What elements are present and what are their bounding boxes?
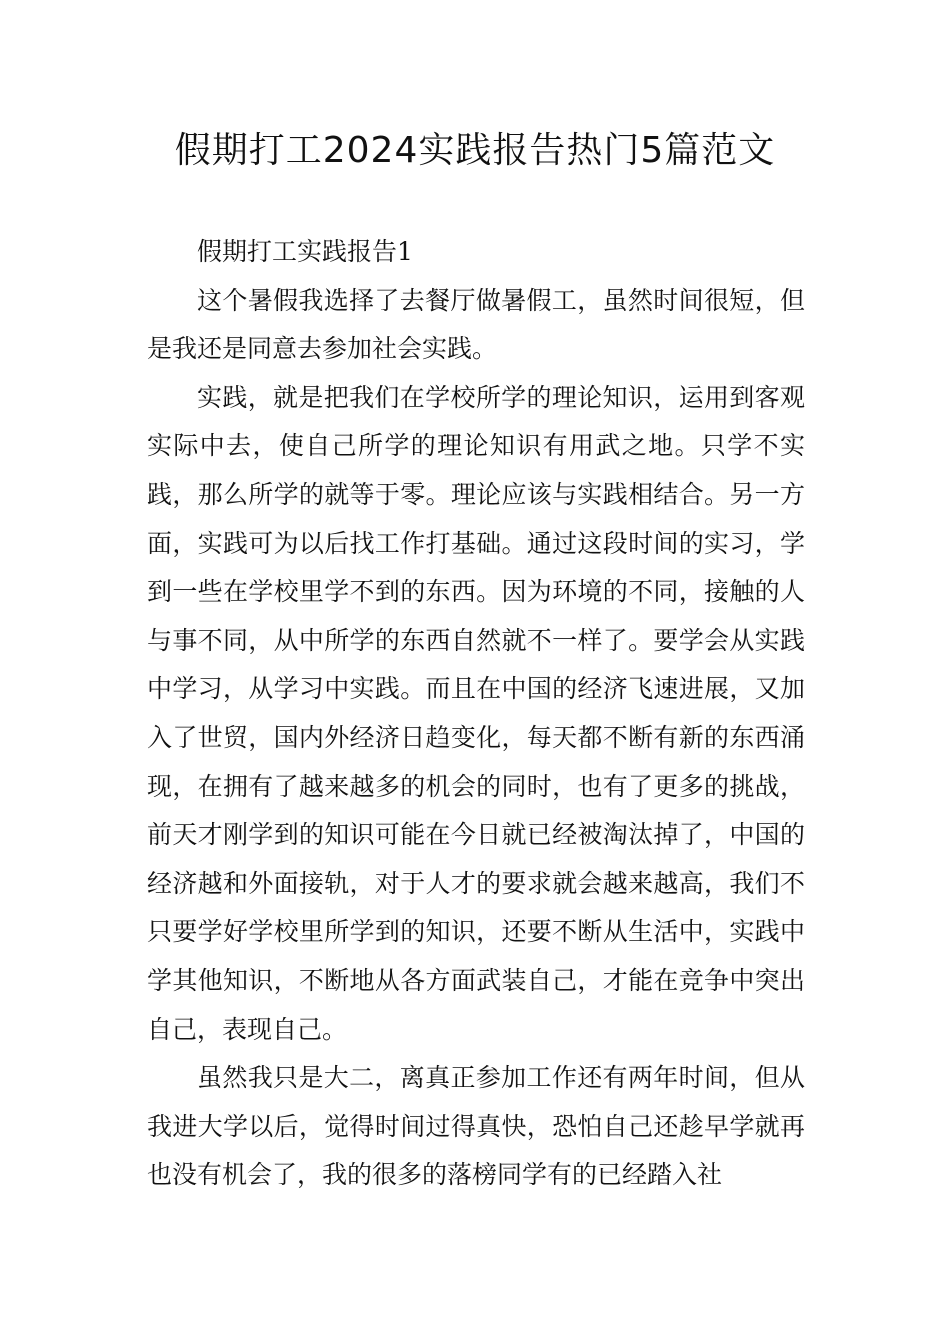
section-heading: 假期打工实践报告1 [197, 237, 413, 266]
document-body [147, 228, 805, 1200]
paragraph: 这个暑假我选择了去餐厅做暑假工，虽然时间很短，但是我还是同意去参加社会实践。 [147, 285, 805, 364]
document-title: 假期打工2024实践报告热门5篇范文 [174, 130, 776, 171]
paragraph: 虽然我只是大二，离真正参加工作还有两年时间，但从我进大学以后，觉得时间过得真快，恐怕自己还趁早学就再也没有机会了，我的很多的落榜同学有的已经踏入社 [147, 1063, 805, 1190]
paragraph: 实践，就是把我们在学校所学的理论知识，运用到客观实际中去，使自己所学的理论知识有用武之地。只学不实践，那么所学的就等于零。理论应该与实践相结合。另一方面，实践可为以后找工作打基础。通过这段时间的实习，学到一些在学校里学不到的东西。因为环境的不同，接触的人与事不同，从中所学的东西自然就不一样了。要学会从实践中学习，从学习中实践。而且在中国的经济飞速进展，又加入了世贸，国内外经济日趋变化，每天都不断有新的东西涌现，在拥有了越来越多的机会的同时，也有了更多的挑战，前天才刚学到的知识可能在今日就已经被淘汰掉了，中国的经济越和外面接轨，对于人才的要求就会越来越高，我们不只要学好学校里所学到的知识，还要不断从生活中，实践中学其他知识，不断地从各方面武装自己，才能在竞争中突出自己，表现自己。 [147, 382, 805, 1044]
